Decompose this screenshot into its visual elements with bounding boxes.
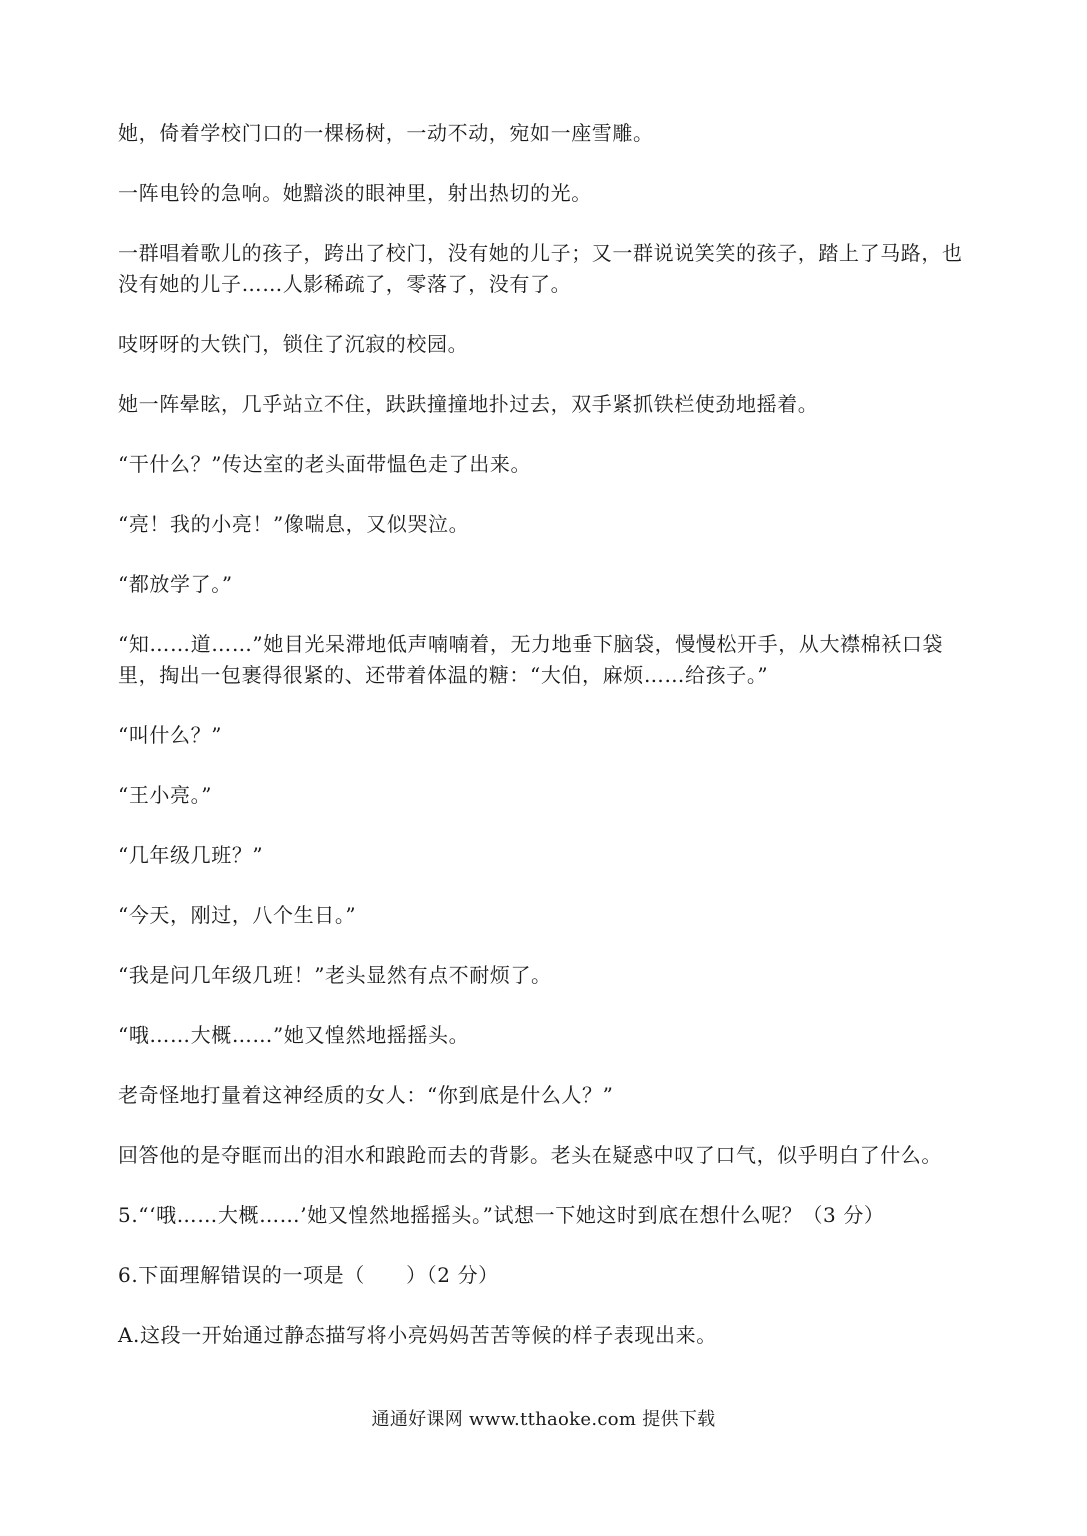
paragraph-17: 回答他的是夺眶而出的泪水和踉跄而去的背影。老头在疑惑中叹了口气，似乎明白了什么。 (118, 1143, 942, 1167)
question-5: 5.“‘哦……大概……’她又惶然地摇摇头。”试想一下她这时到底在想什么呢？（3 分） (118, 1203, 885, 1227)
paragraph-8: “都放学了。” (118, 572, 233, 596)
paragraph-12: “几年级几班？” (118, 843, 264, 867)
paragraph-13: “今天，刚过，八个生日。” (118, 903, 357, 927)
page-footer: 通通好课网 www.tthaoke.com 提供下载 (371, 1409, 716, 1430)
paragraph-2: 一阵电铃的急响。她黯淡的眼神里，射出热切的光。 (118, 181, 592, 205)
paragraph-5: 她一阵晕眩，几乎站立不住，趺趺撞撞地扑过去，双手紧抓铁栏使劲地摇着。 (118, 392, 819, 416)
paragraph-10: “叫什么？” (118, 723, 223, 747)
paragraph-9: “知……道……”她目光呆滞地低声喃喃着，无力地垂下脑袋，慢慢松开手，从大襟棉袄口袋里，掏出一包裹得很紧的、还带着体温的糖：“大伯，麻烦……给孩子。” (118, 632, 944, 687)
paragraph-16: 老奇怪地打量着这神经质的女人：“你到底是什么人？” (118, 1083, 614, 1107)
paragraph-14: “我是问几年级几班！”老头显然有点不耐烦了。 (118, 963, 552, 987)
paragraph-7: “亮！我的小亮！”像喘息，又似哭泣。 (118, 512, 470, 536)
paragraph-4: 吱呀呀的大铁门，锁住了沉寂的校园。 (118, 332, 469, 356)
paragraph-3: 一群唱着歌儿的孩子，跨出了校门，没有她的儿子；又一群说说笑笑的孩子，踏上了马路，也没有她的儿子……人影稀疏了，零落了，没有了。 (118, 241, 963, 296)
passage-body (118, 118, 978, 1380)
paragraph-6: “干什么？”传达室的老头面带愠色走了出来。 (118, 452, 532, 476)
question-6: 6.下面理解错误的一项是（ ）（2 分） (118, 1263, 499, 1287)
paragraph-1: 她，倚着学校门口的一棵杨树，一动不动，宛如一座雪雕。 (118, 121, 654, 145)
option-a: A.这段一开始通过静态描写将小亮妈妈苦苦等候的样子表现出来。 (118, 1323, 717, 1347)
paragraph-15: “哦……大概……”她又惶然地摇摇头。 (118, 1023, 470, 1047)
paragraph-11: “王小亮。” (118, 783, 213, 807)
